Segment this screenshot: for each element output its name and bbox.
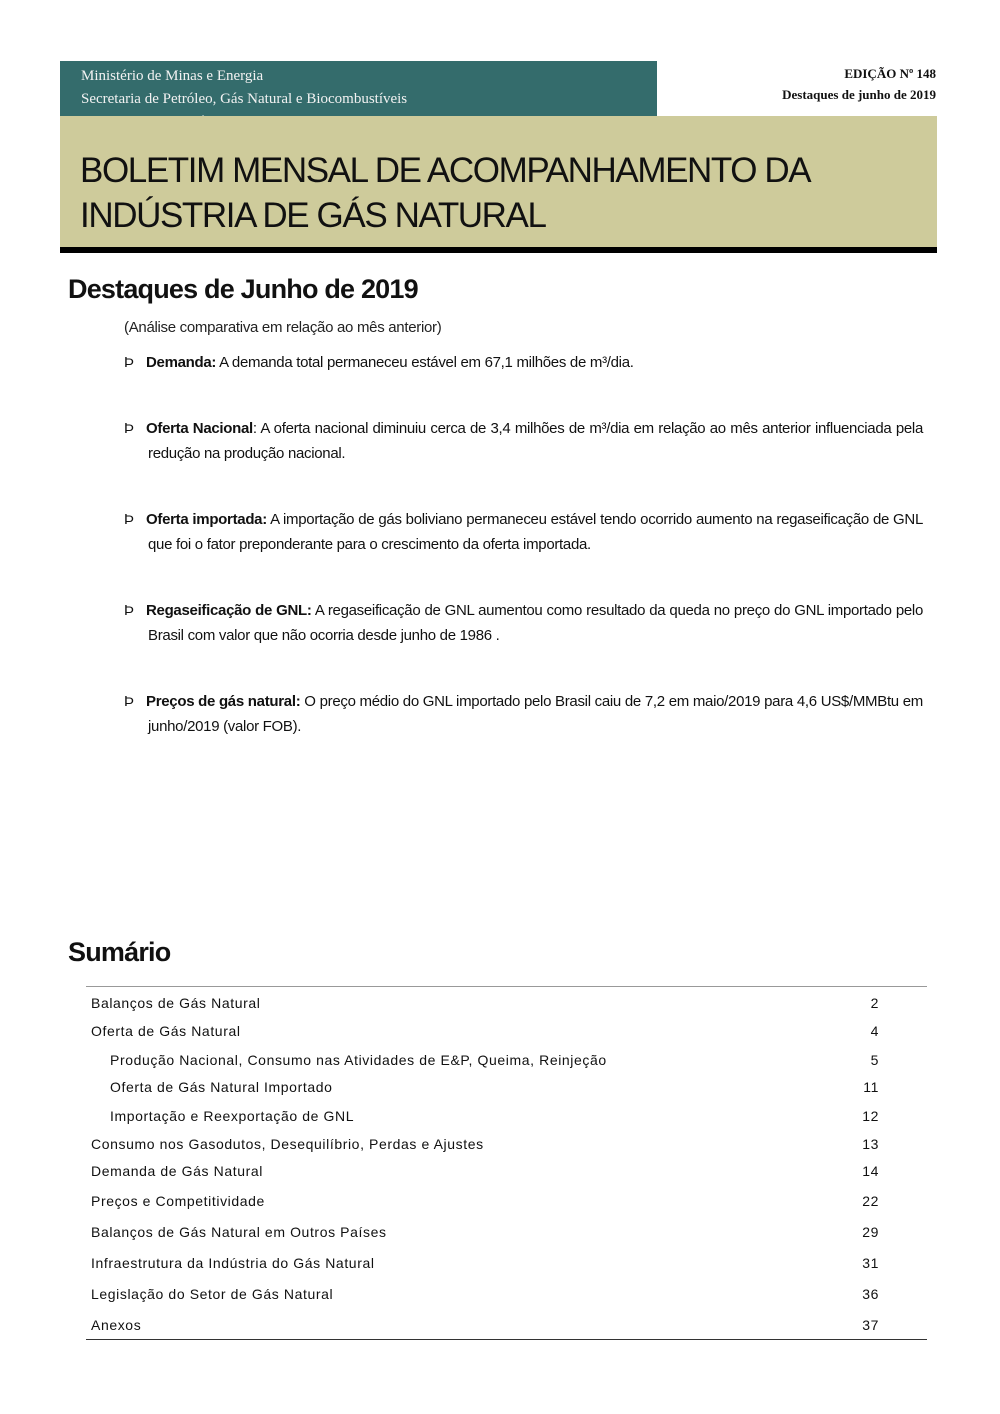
highlight-label: Oferta importada: (146, 511, 267, 528)
highlight-precos (124, 689, 923, 739)
highlight-text: A importação de gás boliviano permaneceu estável tendo ocorrido aumento na regaseificação de GNL que foi o fator preponderante para o crescimento da oferta importada. (148, 511, 923, 553)
bullet-glyph: Þ (124, 602, 134, 619)
highlight-oferta-importada (124, 507, 923, 557)
toc-entry-label: Importação e Reexportação de GNL (110, 1108, 355, 1124)
bullet-glyph: Þ (124, 511, 134, 528)
toc-entry-label: Infraestrutura da Indústria do Gás Natural (91, 1255, 375, 1271)
toc-entry-label: Consumo nos Gasodutos, Desequilíbrio, Perdas e Ajustes (91, 1136, 484, 1152)
bullet-glyph: Þ (124, 693, 134, 710)
edition-info (782, 63, 936, 105)
toc-entry-page: 14 (862, 1163, 879, 1179)
toc-entry-page: 13 (862, 1136, 879, 1152)
toc-entry-page: 31 (862, 1255, 879, 1271)
sumario-heading: Sumário (68, 937, 171, 967)
highlight-label: Regaseificação de GNL: (146, 602, 312, 619)
edition-subtitle: Destaques de junho de 2019 (782, 87, 936, 102)
destaques-heading: Destaques de Junho de 2019 (68, 274, 418, 304)
toc-entry-label: Balanços de Gás Natural em Outros Países (91, 1224, 387, 1240)
toc-entry-page: 22 (862, 1193, 879, 1209)
toc-entry-label: Preços e Competitividade (91, 1193, 265, 1209)
toc-entry-page: 37 (862, 1317, 879, 1333)
toc-entry-label: Oferta de Gás Natural (91, 1023, 241, 1039)
toc-entry-page: 4 (870, 1023, 879, 1039)
toc-entry-label: Balanços de Gás Natural (91, 995, 261, 1011)
highlight-text: A demanda total permaneceu estável em 67,1 milhões de m³/dia. (216, 354, 634, 371)
highlight-text: O preço médio do GNL importado pelo Brasil caiu de 7,2 em maio/2019 para 4,6 US$/MMBtu em junho/2019 (valor FOB). (148, 693, 923, 735)
highlight-regaseificacao (124, 598, 923, 648)
edition-number: EDIÇÃO Nº 148 (844, 66, 936, 81)
ministry-line: Ministério de Minas e Energia (81, 68, 264, 84)
toc-entry-label: Oferta de Gás Natural Importado (110, 1079, 333, 1095)
highlight-demanda (124, 350, 923, 375)
toc-entry-label: Produção Nacional, Consumo nas Atividades de E&P, Queima, Reinjeção (110, 1052, 607, 1068)
toc-entry-label: Demanda de Gás Natural (91, 1163, 263, 1179)
toc-entry-page: 2 (870, 995, 879, 1011)
secretariat-line: Secretaria de Petróleo, Gás Natural e Biocombustíveis (81, 91, 408, 107)
title-banner (60, 116, 937, 247)
toc-entry-page: 12 (862, 1108, 879, 1124)
toc-entry-label: Legislação do Setor de Gás Natural (91, 1286, 334, 1302)
toc-entry-page: 29 (862, 1224, 879, 1240)
highlight-label: Preços de gás natural: (146, 693, 301, 710)
highlight-label: Oferta Nacional (146, 420, 253, 437)
toc-entry-label: Anexos (91, 1317, 142, 1333)
toc-entry-page: 36 (862, 1286, 879, 1302)
destaques-subtitle: (Análise comparativa em relação ao mês anterior) (124, 319, 442, 336)
highlight-text: : A oferta nacional diminuiu cerca de 3,4 milhões de m³/dia em relação ao mês anterior influenciada pela redução na produção nacional. (148, 420, 924, 462)
bullet-glyph: Þ (124, 420, 134, 437)
bullet-glyph: Þ (124, 354, 134, 371)
highlight-text: A regaseificação de GNL aumentou como resultado da queda no preço do GNL importado pelo Brasil com valor que não ocorria desde junho de 1986 . (148, 602, 923, 644)
title-rule (60, 247, 937, 253)
bulletin-title: BOLETIM MENSAL DE ACOMPANHAMENTO DA INDÚSTRIA DE GÁS NATURAL (80, 151, 809, 235)
table-of-contents (86, 986, 927, 1340)
highlight-label: Demanda: (146, 354, 217, 371)
highlight-oferta-nacional (124, 416, 923, 466)
toc-entry-page: 5 (870, 1052, 879, 1068)
toc-entry-page: 11 (863, 1079, 879, 1095)
